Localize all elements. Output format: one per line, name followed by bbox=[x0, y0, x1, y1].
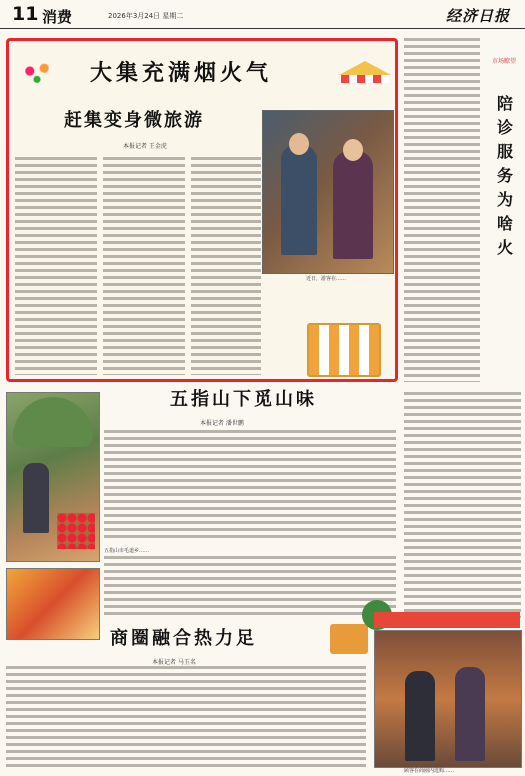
tent-stripes bbox=[341, 75, 389, 83]
article-title: 大集充满烟火气 bbox=[90, 60, 273, 86]
article-body-col1 bbox=[15, 157, 97, 375]
photo-caption: 五指山市毛道乡…… bbox=[104, 548, 150, 554]
person-figure bbox=[455, 667, 485, 761]
article-photo bbox=[262, 110, 394, 274]
photo-caption: 近日，游客在…… bbox=[306, 276, 347, 282]
side-body-lower bbox=[404, 392, 521, 618]
person-figure bbox=[333, 151, 373, 259]
article-byline: 本报记者 潘世鹏 bbox=[200, 420, 244, 427]
column-tag: 市场瞭望 bbox=[491, 58, 516, 65]
person-figure bbox=[281, 145, 317, 255]
page-number: 11 bbox=[12, 3, 39, 25]
person-figure bbox=[405, 671, 435, 761]
flowers-illustration bbox=[19, 57, 55, 85]
produce-stand bbox=[57, 513, 95, 549]
person-face bbox=[343, 139, 363, 161]
photo-caption: 顾客在商圈内选购…… bbox=[404, 768, 455, 774]
article-body-col2 bbox=[103, 157, 185, 375]
person-face bbox=[289, 133, 309, 155]
fruit-illustration bbox=[6, 568, 100, 640]
article-body bbox=[6, 666, 366, 770]
side-body bbox=[404, 38, 480, 382]
cart-illustration bbox=[307, 323, 381, 377]
issue-date: 2026年3月24日 星期二 bbox=[108, 12, 184, 20]
section-name: 消费 bbox=[42, 8, 73, 26]
article-body bbox=[104, 556, 396, 616]
article-byline: 本报记者 马玉名 bbox=[152, 659, 196, 666]
article-photo bbox=[6, 392, 100, 562]
person-figure bbox=[23, 463, 49, 533]
article-subtitle: 赶集变身微旅游 bbox=[64, 110, 204, 131]
article-body bbox=[104, 430, 396, 542]
article-byline: 本报记者 王金虎 bbox=[123, 143, 167, 150]
article-body-col3 bbox=[191, 157, 261, 375]
shop-banner bbox=[374, 612, 520, 628]
basket-illustration bbox=[330, 624, 368, 654]
article-photo bbox=[374, 630, 522, 768]
tree-shape bbox=[13, 397, 93, 447]
newspaper-logo: 经济日报 bbox=[446, 7, 511, 25]
side-title: 陪诊服务为啥火 bbox=[496, 94, 513, 257]
article-title: 五指山下觅山味 bbox=[170, 389, 317, 410]
article-title: 商圈融合热力足 bbox=[110, 628, 257, 649]
tent-illustration bbox=[339, 61, 391, 75]
